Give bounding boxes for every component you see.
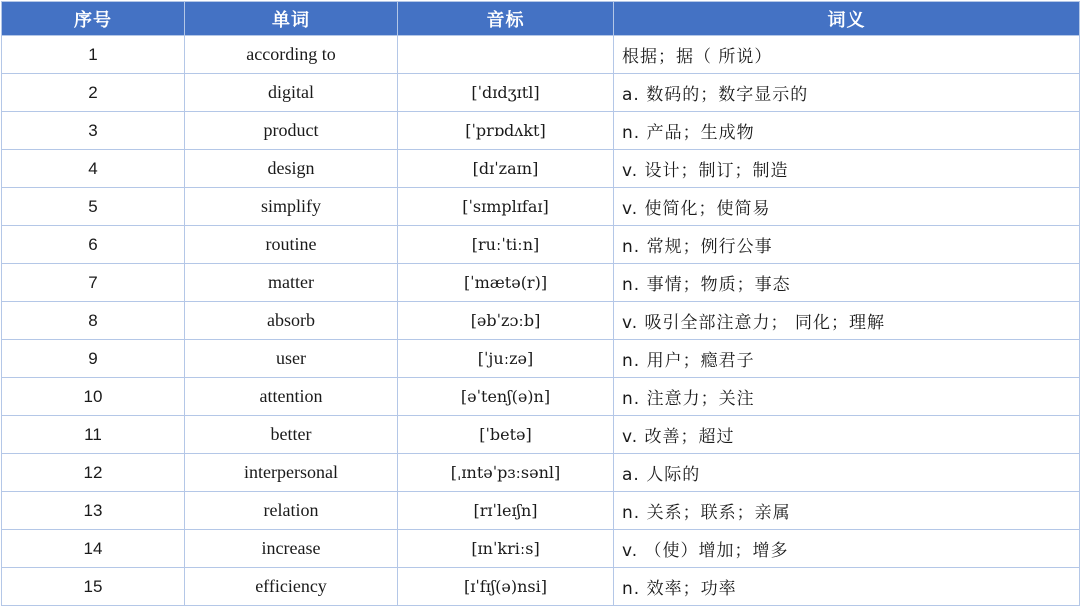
header-phonetic: 音标 [398, 2, 614, 36]
header-row [2, 2, 1080, 36]
cell-phonetic [398, 36, 614, 74]
table-row [2, 340, 1080, 378]
table-row [2, 188, 1080, 226]
cell-meaning: n. 关系；联系；亲属 [614, 492, 1080, 530]
header-meaning: 词义 [614, 2, 1080, 36]
cell-index: 6 [2, 226, 185, 264]
cell-word: attention [185, 378, 398, 416]
cell-index: 7 [2, 264, 185, 302]
cell-word: absorb [185, 302, 398, 340]
cell-index: 14 [2, 530, 185, 568]
cell-phonetic: [ˈsɪmplɪfaɪ] [398, 188, 614, 226]
table-row [2, 74, 1080, 112]
table-header [2, 2, 1080, 36]
cell-meaning: v. 吸引全部注意力； 同化；理解 [614, 302, 1080, 340]
cell-index: 15 [2, 568, 185, 606]
table-row [2, 226, 1080, 264]
cell-word: relation [185, 492, 398, 530]
cell-word: routine [185, 226, 398, 264]
cell-phonetic: [əbˈzɔːb] [398, 302, 614, 340]
cell-meaning: n. 效率；功率 [614, 568, 1080, 606]
cell-phonetic: [ˈjuːzə] [398, 340, 614, 378]
cell-meaning: n. 产品；生成物 [614, 112, 1080, 150]
cell-index: 4 [2, 150, 185, 188]
cell-index: 10 [2, 378, 185, 416]
cell-phonetic: [rɪˈleɪʃn] [398, 492, 614, 530]
cell-word: digital [185, 74, 398, 112]
table-row [2, 150, 1080, 188]
cell-phonetic: [ruːˈtiːn] [398, 226, 614, 264]
cell-phonetic: [ˈbetə] [398, 416, 614, 454]
header-index: 序号 [2, 2, 185, 36]
cell-index: 8 [2, 302, 185, 340]
table-row [2, 36, 1080, 74]
vocabulary-table [1, 1, 1080, 606]
table-row [2, 378, 1080, 416]
cell-index: 2 [2, 74, 185, 112]
cell-meaning: v. 使简化；使简易 [614, 188, 1080, 226]
cell-phonetic: [ɪnˈkriːs] [398, 530, 614, 568]
cell-meaning: a. 数码的；数字显示的 [614, 74, 1080, 112]
cell-word: increase [185, 530, 398, 568]
cell-meaning: v. （使）增加；增多 [614, 530, 1080, 568]
cell-word: interpersonal [185, 454, 398, 492]
table-row [2, 492, 1080, 530]
table-body [2, 36, 1080, 606]
cell-meaning: a. 人际的 [614, 454, 1080, 492]
cell-index: 5 [2, 188, 185, 226]
cell-index: 11 [2, 416, 185, 454]
cell-phonetic: [ˌɪntəˈpɜːsənl] [398, 454, 614, 492]
table-row [2, 568, 1080, 606]
cell-word: matter [185, 264, 398, 302]
cell-index: 12 [2, 454, 185, 492]
cell-word: better [185, 416, 398, 454]
cell-phonetic: [ˈmætə(r)] [398, 264, 614, 302]
cell-index: 1 [2, 36, 185, 74]
cell-meaning: n. 事情；物质；事态 [614, 264, 1080, 302]
table-row [2, 530, 1080, 568]
cell-phonetic: [ɪˈfɪʃ(ə)nsi] [398, 568, 614, 606]
cell-meaning: v. 改善；超过 [614, 416, 1080, 454]
cell-index: 13 [2, 492, 185, 530]
cell-word: design [185, 150, 398, 188]
table-row [2, 302, 1080, 340]
cell-phonetic: [ˈdɪdʒɪtl] [398, 74, 614, 112]
table-row [2, 264, 1080, 302]
cell-meaning: n. 常规；例行公事 [614, 226, 1080, 264]
cell-index: 3 [2, 112, 185, 150]
cell-meaning: n. 注意力；关注 [614, 378, 1080, 416]
table-row [2, 416, 1080, 454]
cell-word: according to [185, 36, 398, 74]
cell-index: 9 [2, 340, 185, 378]
cell-phonetic: [dɪˈzaɪn] [398, 150, 614, 188]
cell-word: product [185, 112, 398, 150]
cell-phonetic: [əˈtenʃ(ə)n] [398, 378, 614, 416]
table-row [2, 112, 1080, 150]
table-row [2, 454, 1080, 492]
cell-meaning: v. 设计；制订；制造 [614, 150, 1080, 188]
cell-word: simplify [185, 188, 398, 226]
cell-phonetic: [ˈprɒdʌkt] [398, 112, 614, 150]
cell-meaning: n. 用户；瘾君子 [614, 340, 1080, 378]
cell-word: efficiency [185, 568, 398, 606]
cell-word: user [185, 340, 398, 378]
cell-meaning: 根据；据（ 所说） [614, 36, 1080, 74]
header-word: 单词 [185, 2, 398, 36]
